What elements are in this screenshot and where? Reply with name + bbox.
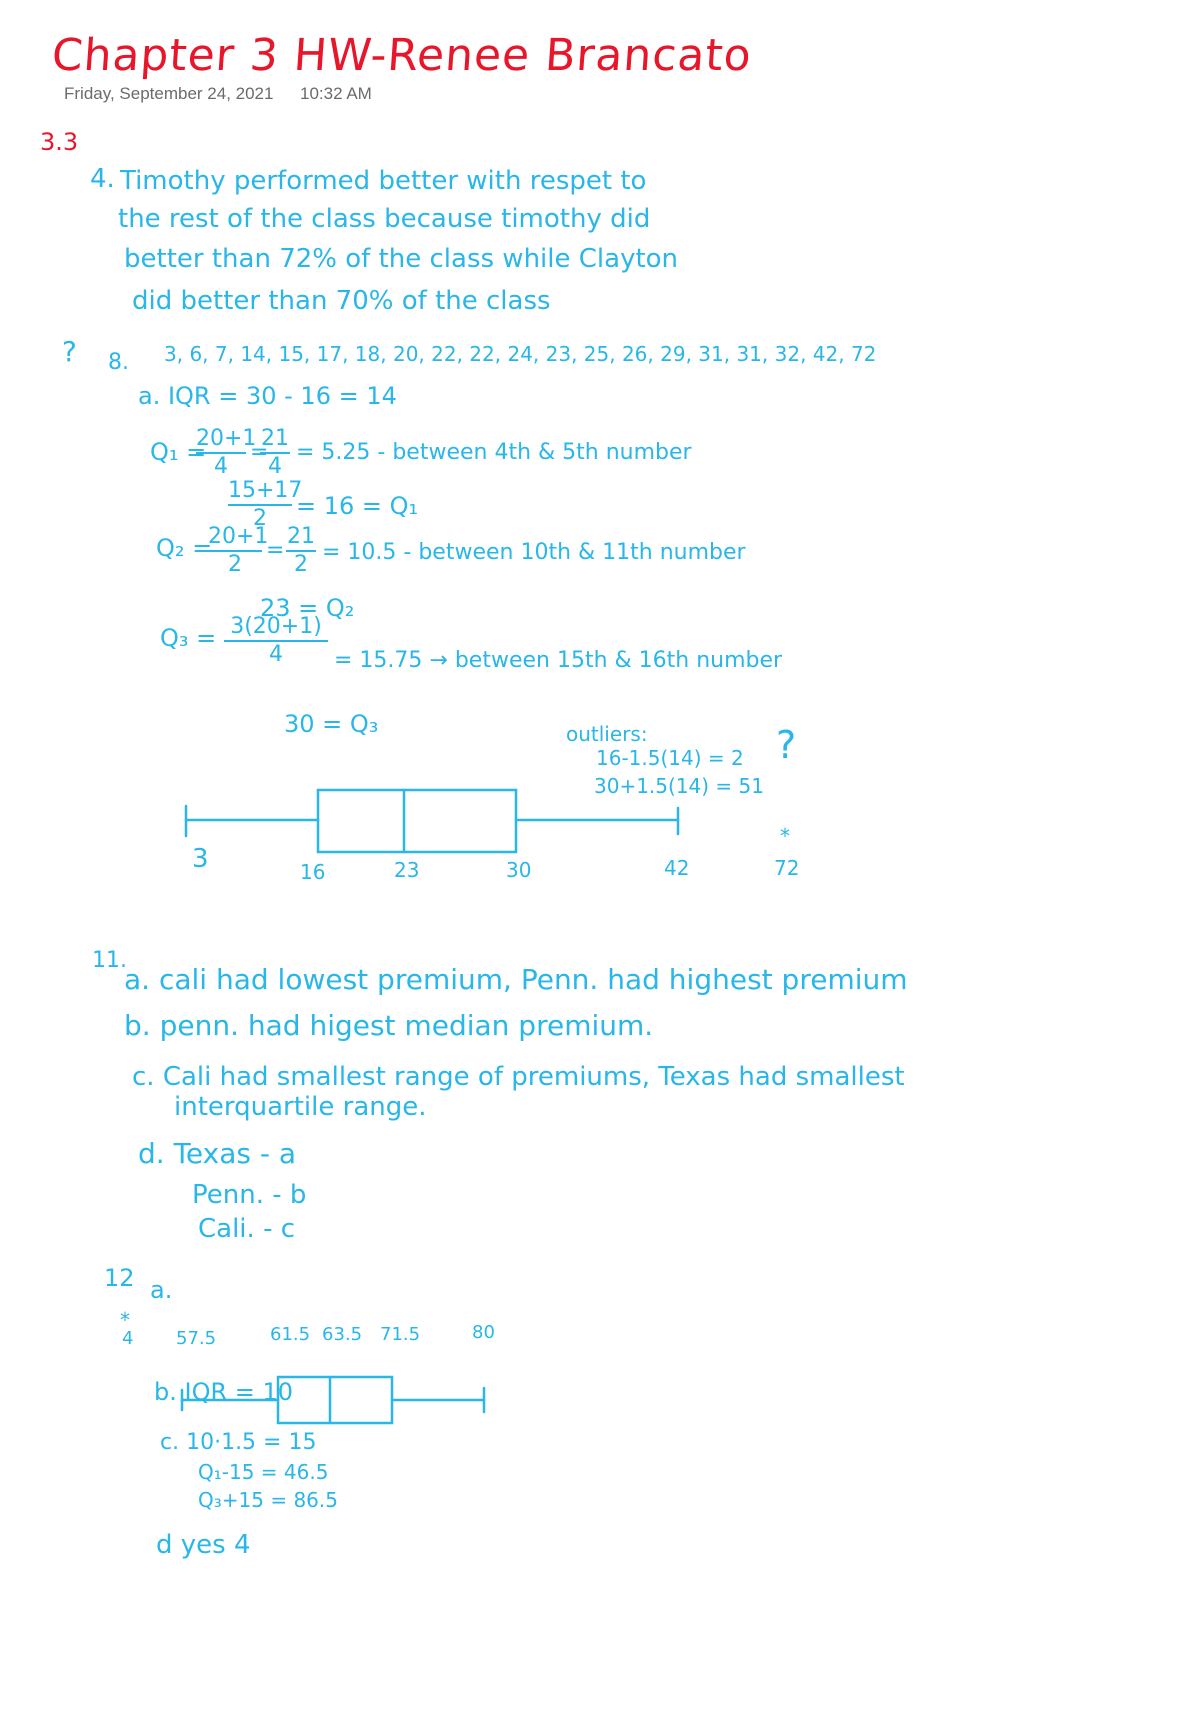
q8-boxplot-label-q1: 16 bbox=[300, 860, 326, 884]
q8-boxplot-label-q3: 30 bbox=[506, 858, 532, 882]
q8-q1-value: = 16 = Q₁ bbox=[296, 492, 419, 520]
q11-answer-c-line-1: c. Cali had smallest range of premiums, Texas had smallest bbox=[132, 1062, 905, 1092]
q12-boxplot-label-max: 80 bbox=[472, 1322, 495, 1343]
page-title: Chapter 3 HW-Renee Brancato bbox=[50, 30, 754, 81]
q8-q3-value: 30 = Q₃ bbox=[284, 710, 379, 738]
q12-label: 12 bbox=[104, 1264, 135, 1292]
q12-boxplot-label-q1: 61.5 bbox=[270, 1324, 311, 1345]
q11-answer-b: b. penn. had higest median premium. bbox=[124, 1009, 654, 1042]
q8-q1-denominator-1: 4 bbox=[214, 454, 228, 479]
q12-boxplot-label-min: 57.5 bbox=[176, 1328, 217, 1349]
q8-q2-lhs: Q₂ = bbox=[156, 534, 213, 562]
q12-answer-c-line-3: Q₃+15 = 86.5 bbox=[198, 1488, 338, 1512]
q8-boxplot-label-median: 23 bbox=[394, 858, 420, 882]
q12-boxplot-label-outlier: 4 bbox=[122, 1328, 134, 1349]
q8-q1-calc-numerator: 15+17 bbox=[228, 478, 303, 503]
q8-outlier-high: 30+1.5(14) = 51 bbox=[594, 774, 764, 798]
q8-q1-result: = 5.25 - between 4th & 5th number bbox=[296, 440, 692, 465]
q12-boxplot-label-q3: 71.5 bbox=[380, 1324, 421, 1345]
page-time: 10:32 AM bbox=[300, 84, 372, 103]
q11-answer-c-line-2: interquartile range. bbox=[174, 1092, 427, 1122]
q8-box bbox=[318, 790, 516, 852]
q8-q3-numerator: 3(20+1) bbox=[230, 614, 322, 639]
q8-label: 8. bbox=[108, 350, 129, 375]
q8-boxplot bbox=[186, 790, 678, 852]
section-heading: 3.3 bbox=[40, 128, 79, 156]
notebook-page: Chapter 3 HW-Renee Brancato Friday, September 24, 2021 10:32 AM 3.3 4. Timothy performed better with respet to the rest of the class because timothy did better than 72% of the class while Clayton did better than 70% of the class ? 8. 3, 6, 7, 14, 15, 17, 18, 20, 22, 22, 24, 23, 25, 26, 29, 31, 31, 32, 42, 72 a. IQR = 30 - 16 = 14 Q₁ = 20+1 4 = 21 4 = 5.25 - between 4th & 5th number 15+17 2 = 16 = Q₁ Q₂ = 20+1 2 = 21 2 = 10.5 - between 10th & 11th number 23 = Q₂ Q₃ = 3(20+1) 4 = 15.75 → between 15th & 16th number 30 = Q₃ outliers: 16-1.5(14) = 2 30+1.5(14) = 51 ? 3 16 23 30 42 72 * 11. a. cali had lowest premium, Penn. had highest premium b. penn. had higest median premium. c. Cali had smallest range of premiums, Texas had smallest interquartile range. d. Texas - a Penn. - b Cali. - c 12 a. * 4 57.5 61.5 63.5 71.5 80 b. IQR = 10 c. 10·1.5 = 15 Q₁-15 = 46.5 Q₃+15 = 86.5 d yes 4 bbox=[0, 0, 1200, 1718]
q12-box bbox=[278, 1377, 392, 1423]
q8-question-mark-2: ? bbox=[776, 723, 797, 767]
q12-answer-d: d yes 4 bbox=[156, 1530, 251, 1560]
q4-line-4: did better than 70% of the class bbox=[132, 286, 551, 316]
q12-boxplot-label-median: 63.5 bbox=[322, 1324, 363, 1345]
q8-q1-calc-denominator: 2 bbox=[253, 506, 267, 531]
q8-outliers-title: outliers: bbox=[566, 722, 648, 746]
q11-answer-a: a. cali had lowest premium, Penn. had highest premium bbox=[124, 963, 908, 996]
q8-q2-numerator-1: 20+1 bbox=[208, 524, 269, 549]
q8-question-mark: ? bbox=[62, 335, 77, 368]
q8-boxplot-label-outlier: 72 bbox=[774, 856, 800, 880]
q8-q3-result: = 15.75 → between 15th & 16th number bbox=[334, 648, 783, 673]
q8-boxplot-label-min: 3 bbox=[192, 844, 209, 874]
q8-q2-numerator-2: 21 bbox=[287, 524, 315, 549]
q8-q2-result: = 10.5 - between 10th & 11th number bbox=[322, 540, 746, 565]
q8-q2-value: 23 = Q₂ bbox=[260, 594, 355, 622]
q11-answer-d-penn: Penn. - b bbox=[192, 1180, 307, 1210]
q8-outlier-low: 16-1.5(14) = 2 bbox=[596, 746, 744, 770]
q8-q1-numerator-2: 21 bbox=[261, 426, 289, 451]
q12-answer-b: b. IQR = 10 bbox=[154, 1378, 294, 1406]
q8-q3-denominator: 4 bbox=[269, 642, 283, 667]
q12-outlier-mark: * bbox=[120, 1308, 130, 1332]
q8-data-line: 3, 6, 7, 14, 15, 17, 18, 20, 22, 22, 24, 23, 25, 26, 29, 31, 31, 32, 42, 72 bbox=[164, 342, 877, 366]
q8-q2-denominator-1: 2 bbox=[228, 552, 242, 577]
q8-outlier-mark: * bbox=[780, 824, 790, 848]
q8-iqr: a. IQR = 30 - 16 = 14 bbox=[138, 382, 397, 410]
q8-q2-denominator-2: 2 bbox=[294, 552, 308, 577]
q4-line-1: Timothy performed better with respet to bbox=[120, 166, 647, 196]
q12-answer-c-line-1: c. 10·1.5 = 15 bbox=[160, 1430, 317, 1455]
q12-answer-c-line-2: Q₁-15 = 46.5 bbox=[198, 1460, 329, 1484]
q8-q1-numerator-1: 20+1 bbox=[196, 426, 257, 451]
q4-line-3: better than 72% of the class while Clayton bbox=[124, 244, 679, 274]
q11-answer-d-cali: Cali. - c bbox=[198, 1214, 296, 1244]
q4-line-2: the rest of the class because timothy did bbox=[118, 204, 651, 234]
q4-label: 4. bbox=[90, 164, 115, 194]
q8-q3-lhs: Q₃ = bbox=[160, 624, 217, 652]
q8-boxplot-label-max: 42 bbox=[664, 856, 690, 880]
q12-part-a: a. bbox=[150, 1276, 173, 1304]
page-date: Friday, September 24, 2021 bbox=[64, 84, 274, 103]
q11-answer-d-texas: d. Texas - a bbox=[138, 1137, 297, 1170]
q8-q1-lhs: Q₁ = bbox=[150, 438, 207, 466]
q11-label: 11. bbox=[92, 948, 127, 973]
q8-q1-denominator-2: 4 bbox=[268, 454, 282, 479]
